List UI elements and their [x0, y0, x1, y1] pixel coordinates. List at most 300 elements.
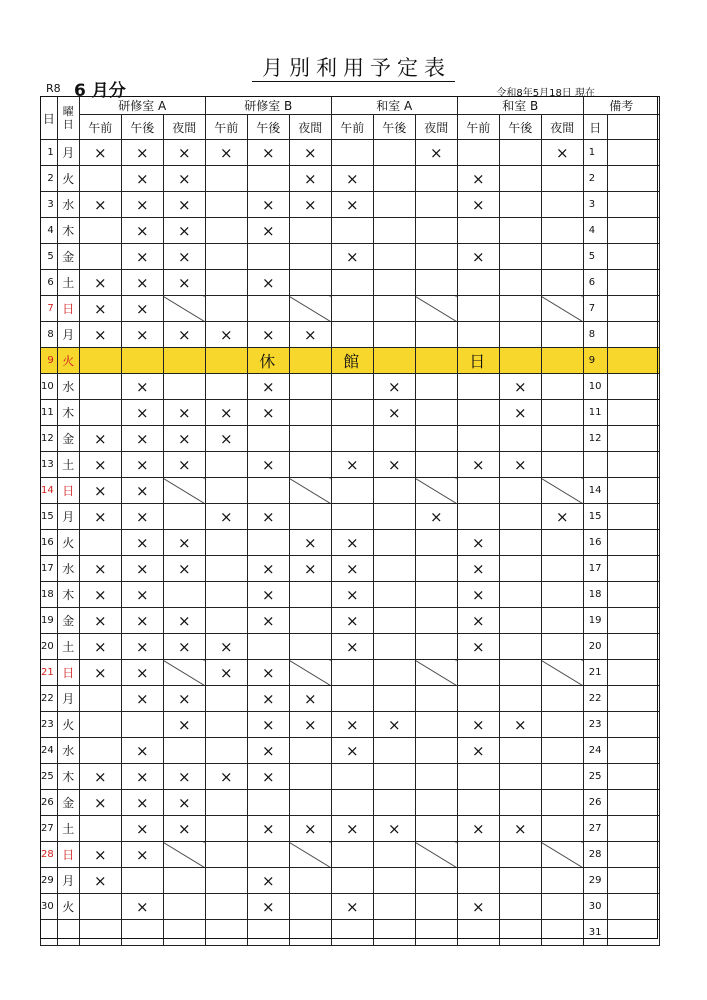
slot-cell: [163, 504, 205, 530]
slot-cell: [79, 218, 121, 244]
remarks-day-cell: 10: [583, 374, 607, 400]
slot-cell: [373, 296, 415, 322]
header-remarks-day: 日: [583, 115, 607, 140]
slot-cell: [457, 504, 499, 530]
slot-cell: [289, 920, 331, 946]
weekday-cell: 日: [57, 478, 79, 504]
booked-mark: ×: [205, 634, 247, 660]
booked-mark: ×: [121, 530, 163, 556]
booked-mark: ×: [457, 634, 499, 660]
booked-mark: ×: [499, 712, 541, 738]
slot-cell: [163, 920, 205, 946]
remarks-note-cell: [607, 504, 659, 530]
weekday-cell: 木: [57, 764, 79, 790]
slot-cell: [247, 166, 289, 192]
slot-cell: [331, 426, 373, 452]
slot-cell: [163, 348, 205, 374]
day-cell: 1: [41, 140, 58, 166]
booked-mark: ×: [247, 686, 289, 712]
booked-mark: ×: [163, 270, 205, 296]
slot-cell: [289, 738, 331, 764]
slot-cell: [457, 400, 499, 426]
remarks-day-cell: 24: [583, 738, 607, 764]
slot-cell: [247, 842, 289, 868]
remarks-day-cell: [583, 452, 607, 478]
slot-cell: [247, 296, 289, 322]
slot-cell: [373, 478, 415, 504]
booked-mark: ×: [163, 244, 205, 270]
table-row: [41, 530, 660, 556]
slot-cell: [205, 582, 247, 608]
slot-cell: [205, 686, 247, 712]
booked-mark: ×: [247, 608, 289, 634]
slot-cell: [205, 192, 247, 218]
booked-mark: ×: [373, 400, 415, 426]
booked-mark: ×: [457, 192, 499, 218]
weekday-cell: 火: [57, 712, 79, 738]
remarks-note-cell: [607, 244, 659, 270]
weekday-cell: 土: [57, 634, 79, 660]
table-row: [41, 218, 660, 244]
slot-cell: [373, 582, 415, 608]
slot-cell: [541, 686, 583, 712]
slot-cell: [541, 894, 583, 920]
booked-mark: ×: [247, 582, 289, 608]
remarks-day-cell: 27: [583, 816, 607, 842]
booked-mark: ×: [541, 140, 583, 166]
booked-mark: ×: [79, 868, 121, 894]
slot-cell: [373, 842, 415, 868]
slot-cell: [373, 660, 415, 686]
booked-mark: ×: [247, 140, 289, 166]
slot-cell: [499, 244, 541, 270]
day-cell: 11: [41, 400, 58, 426]
header-slot: 午後: [499, 115, 541, 140]
booked-mark: ×: [121, 842, 163, 868]
slot-cell: [205, 894, 247, 920]
slot-cell: [499, 504, 541, 530]
weekday-cell: [57, 920, 79, 946]
day-cell: 27: [41, 816, 58, 842]
slot-cell: [415, 322, 457, 348]
header-remarks: 備考: [583, 97, 659, 115]
booked-mark: ×: [289, 140, 331, 166]
remarks-note-cell: [607, 582, 659, 608]
schedule-table: [40, 96, 660, 946]
slot-cell: [373, 868, 415, 894]
booked-mark: ×: [541, 504, 583, 530]
slot-cell: [415, 400, 457, 426]
slot-cell: [457, 920, 499, 946]
slot-cell: [289, 634, 331, 660]
slot-cell: [415, 868, 457, 894]
remarks-day-cell: 15: [583, 504, 607, 530]
slot-cell: [247, 634, 289, 660]
booked-mark: ×: [121, 738, 163, 764]
weekday-cell: 水: [57, 556, 79, 582]
header-slot: 午後: [247, 115, 289, 140]
slot-cell: [541, 192, 583, 218]
slot-cell: [247, 920, 289, 946]
remarks-note-cell: [607, 270, 659, 296]
remarks-note-cell: [607, 322, 659, 348]
slot-cell: [541, 790, 583, 816]
slot-cell: [541, 816, 583, 842]
slot-cell: [205, 556, 247, 582]
slot-cell: [415, 452, 457, 478]
slot-cell: [499, 270, 541, 296]
table-row: [41, 192, 660, 218]
remarks-note-cell: [607, 478, 659, 504]
slot-cell: [499, 296, 541, 322]
booked-mark: ×: [331, 712, 373, 738]
booked-mark: ×: [331, 894, 373, 920]
booked-mark: ×: [79, 660, 121, 686]
slot-cell: [499, 166, 541, 192]
slot-cell: [499, 842, 541, 868]
booked-mark: ×: [247, 660, 289, 686]
table-row: [41, 660, 660, 686]
weekday-cell: 火: [57, 894, 79, 920]
booked-mark: ×: [457, 738, 499, 764]
slot-cell: [541, 738, 583, 764]
day-cell: 18: [41, 582, 58, 608]
slot-cell: [415, 712, 457, 738]
unavailable-slot: [541, 296, 583, 322]
slot-cell: [373, 738, 415, 764]
slot-cell: [541, 920, 583, 946]
slot-cell: [331, 322, 373, 348]
booked-mark: ×: [289, 686, 331, 712]
remarks-day-cell: 7: [583, 296, 607, 322]
remarks-note-cell: [607, 556, 659, 582]
booked-mark: ×: [331, 192, 373, 218]
slot-cell: [373, 218, 415, 244]
slot-cell: [373, 140, 415, 166]
slot-cell: [373, 192, 415, 218]
slot-cell: [331, 790, 373, 816]
day-cell: [41, 920, 58, 946]
slot-cell: [331, 868, 373, 894]
slot-cell: [541, 582, 583, 608]
slot-cell: [415, 270, 457, 296]
booked-mark: ×: [79, 270, 121, 296]
booked-mark: ×: [499, 400, 541, 426]
unavailable-slot: [289, 660, 331, 686]
slot-cell: [541, 218, 583, 244]
booked-mark: ×: [121, 218, 163, 244]
slot-cell: [79, 712, 121, 738]
table-row: [41, 842, 660, 868]
slot-cell: [541, 322, 583, 348]
remarks-note-cell: [607, 842, 659, 868]
month-label: 6 月分: [74, 81, 126, 101]
booked-mark: ×: [457, 166, 499, 192]
booked-mark: ×: [121, 894, 163, 920]
slot-cell: [457, 842, 499, 868]
remarks-day-cell: 26: [583, 790, 607, 816]
booked-mark: ×: [79, 140, 121, 166]
remarks-day-cell: 17: [583, 556, 607, 582]
weekday-cell: 日: [57, 660, 79, 686]
remarks-note-cell: [607, 686, 659, 712]
booked-mark: ×: [247, 218, 289, 244]
weekday-cell: 水: [57, 192, 79, 218]
closed-day-label: 休: [247, 348, 289, 374]
remarks-day-cell: 21: [583, 660, 607, 686]
weekday-cell: 火: [57, 348, 79, 374]
unavailable-slot: [163, 842, 205, 868]
header-washitsu-b: 和室 B: [457, 97, 583, 115]
unavailable-slot: [415, 842, 457, 868]
slot-cell: [247, 244, 289, 270]
booked-mark: ×: [415, 504, 457, 530]
page-title: 月別利用予定表: [0, 52, 707, 82]
header-dow: 曜日: [57, 97, 79, 140]
weekday-cell: 土: [57, 452, 79, 478]
booked-mark: ×: [121, 244, 163, 270]
booked-mark: ×: [121, 582, 163, 608]
weekday-cell: 月: [57, 686, 79, 712]
slot-cell: [289, 400, 331, 426]
table-row: [41, 894, 660, 920]
slot-cell: [79, 166, 121, 192]
slot-cell: [331, 842, 373, 868]
weekday-cell: 月: [57, 140, 79, 166]
remarks-day-cell: 12: [583, 426, 607, 452]
booked-mark: ×: [121, 296, 163, 322]
unavailable-slot: [289, 296, 331, 322]
remarks-note-cell: [607, 634, 659, 660]
booked-mark: ×: [457, 556, 499, 582]
booked-mark: ×: [79, 504, 121, 530]
table-row: [41, 686, 660, 712]
table-row: [41, 920, 660, 946]
slot-cell: [541, 166, 583, 192]
booked-mark: ×: [289, 192, 331, 218]
weekday-cell: 水: [57, 738, 79, 764]
slot-cell: [457, 218, 499, 244]
booked-mark: ×: [163, 218, 205, 244]
booked-mark: ×: [457, 582, 499, 608]
remarks-day-cell: 4: [583, 218, 607, 244]
remarks-day-cell: 6: [583, 270, 607, 296]
day-cell: 6: [41, 270, 58, 296]
table-row: [41, 270, 660, 296]
booked-mark: ×: [247, 894, 289, 920]
booked-mark: ×: [289, 322, 331, 348]
booked-mark: ×: [289, 712, 331, 738]
slot-cell: [289, 426, 331, 452]
schedule-body: [41, 140, 660, 946]
day-cell: 19: [41, 608, 58, 634]
slot-cell: [415, 582, 457, 608]
booked-mark: ×: [499, 452, 541, 478]
booked-mark: ×: [205, 400, 247, 426]
booked-mark: ×: [121, 504, 163, 530]
slot-cell: [121, 712, 163, 738]
booked-mark: ×: [331, 738, 373, 764]
day-cell: 24: [41, 738, 58, 764]
weekday-cell: 日: [57, 842, 79, 868]
table-row: [41, 296, 660, 322]
slot-cell: [373, 634, 415, 660]
slot-cell: [79, 244, 121, 270]
day-cell: 13: [41, 452, 58, 478]
slot-cell: [373, 504, 415, 530]
header-slot: 夜間: [415, 115, 457, 140]
remarks-note-cell: [607, 140, 659, 166]
slot-cell: [499, 192, 541, 218]
slot-cell: [541, 244, 583, 270]
booked-mark: ×: [79, 296, 121, 322]
booked-mark: ×: [247, 764, 289, 790]
slot-cell: [121, 868, 163, 894]
remarks-note-cell: [607, 764, 659, 790]
slot-cell: [289, 764, 331, 790]
slot-cell: [457, 270, 499, 296]
table-row: [41, 738, 660, 764]
slot-cell: [163, 582, 205, 608]
day-cell: 28: [41, 842, 58, 868]
header-room-b: 研修室 B: [205, 97, 331, 115]
slot-cell: [499, 868, 541, 894]
booked-mark: ×: [121, 270, 163, 296]
slot-cell: [457, 374, 499, 400]
slot-cell: [499, 556, 541, 582]
header-day: 日: [41, 97, 58, 140]
booked-mark: ×: [205, 504, 247, 530]
table-row: [41, 582, 660, 608]
booked-mark: ×: [79, 582, 121, 608]
day-cell: 15: [41, 504, 58, 530]
booked-mark: ×: [163, 764, 205, 790]
booked-mark: ×: [79, 452, 121, 478]
booked-mark: ×: [163, 166, 205, 192]
booked-mark: ×: [121, 192, 163, 218]
slot-cell: [247, 426, 289, 452]
header-slot: 午前: [79, 115, 121, 140]
table-row: [41, 634, 660, 660]
booked-mark: ×: [247, 738, 289, 764]
booked-mark: ×: [79, 634, 121, 660]
booked-mark: ×: [457, 894, 499, 920]
table-row: [41, 764, 660, 790]
slot-cell: [415, 192, 457, 218]
remarks-day-cell: 20: [583, 634, 607, 660]
slot-cell: [79, 348, 121, 374]
slot-cell: [541, 426, 583, 452]
slot-cell: [373, 686, 415, 712]
remarks-day-cell: 3: [583, 192, 607, 218]
day-cell: 3: [41, 192, 58, 218]
slot-cell: [541, 270, 583, 296]
slot-cell: [541, 452, 583, 478]
booked-mark: ×: [247, 374, 289, 400]
booked-mark: ×: [79, 478, 121, 504]
table-row: [41, 426, 660, 452]
remarks-note-cell: [607, 374, 659, 400]
slot-cell: [415, 244, 457, 270]
slot-cell: [457, 868, 499, 894]
remarks-note-cell: [607, 920, 659, 946]
slot-cell: [79, 374, 121, 400]
weekday-cell: 水: [57, 374, 79, 400]
as-of-date: 令和8年5月18日 現在: [496, 88, 595, 99]
slot-cell: [499, 582, 541, 608]
day-cell: 26: [41, 790, 58, 816]
slot-cell: [289, 270, 331, 296]
booked-mark: ×: [289, 556, 331, 582]
remarks-day-cell: 30: [583, 894, 607, 920]
slot-cell: [205, 348, 247, 374]
unavailable-slot: [541, 478, 583, 504]
booked-mark: ×: [79, 192, 121, 218]
slot-cell: [331, 400, 373, 426]
booked-mark: ×: [289, 816, 331, 842]
booked-mark: ×: [205, 426, 247, 452]
remarks-day-cell: 19: [583, 608, 607, 634]
booked-mark: ×: [331, 816, 373, 842]
slot-cell: [541, 764, 583, 790]
slot-cell: [457, 322, 499, 348]
slot-cell: [499, 426, 541, 452]
unavailable-slot: [289, 842, 331, 868]
slot-cell: [499, 894, 541, 920]
weekday-cell: 土: [57, 816, 79, 842]
weekday-cell: 火: [57, 166, 79, 192]
slot-cell: [79, 920, 121, 946]
booked-mark: ×: [163, 452, 205, 478]
slot-cell: [247, 530, 289, 556]
slot-cell: [205, 270, 247, 296]
day-cell: 29: [41, 868, 58, 894]
table-row: [41, 348, 660, 374]
booked-mark: ×: [247, 400, 289, 426]
booked-mark: ×: [79, 556, 121, 582]
slot-cell: [289, 374, 331, 400]
slot-cell: [205, 738, 247, 764]
booked-mark: ×: [289, 166, 331, 192]
slot-cell: [415, 556, 457, 582]
header-slot: 夜間: [289, 115, 331, 140]
slot-cell: [373, 764, 415, 790]
remarks-day-cell: 23: [583, 712, 607, 738]
booked-mark: ×: [247, 556, 289, 582]
booked-mark: ×: [79, 764, 121, 790]
booked-mark: ×: [289, 530, 331, 556]
remarks-day-cell: 16: [583, 530, 607, 556]
remarks-note-cell: [607, 192, 659, 218]
unavailable-slot: [163, 660, 205, 686]
slot-cell: [289, 582, 331, 608]
booked-mark: ×: [331, 452, 373, 478]
slot-cell: [205, 790, 247, 816]
unavailable-slot: [541, 842, 583, 868]
remarks-note-cell: [607, 790, 659, 816]
slot-cell: [499, 634, 541, 660]
booked-mark: ×: [79, 790, 121, 816]
slot-cell: [499, 140, 541, 166]
booked-mark: ×: [163, 192, 205, 218]
booked-mark: ×: [121, 140, 163, 166]
slot-cell: [415, 634, 457, 660]
slot-cell: [541, 530, 583, 556]
header-washitsu-a: 和室 A: [331, 97, 457, 115]
booked-mark: ×: [331, 244, 373, 270]
slot-cell: [499, 738, 541, 764]
slot-cell: [331, 478, 373, 504]
